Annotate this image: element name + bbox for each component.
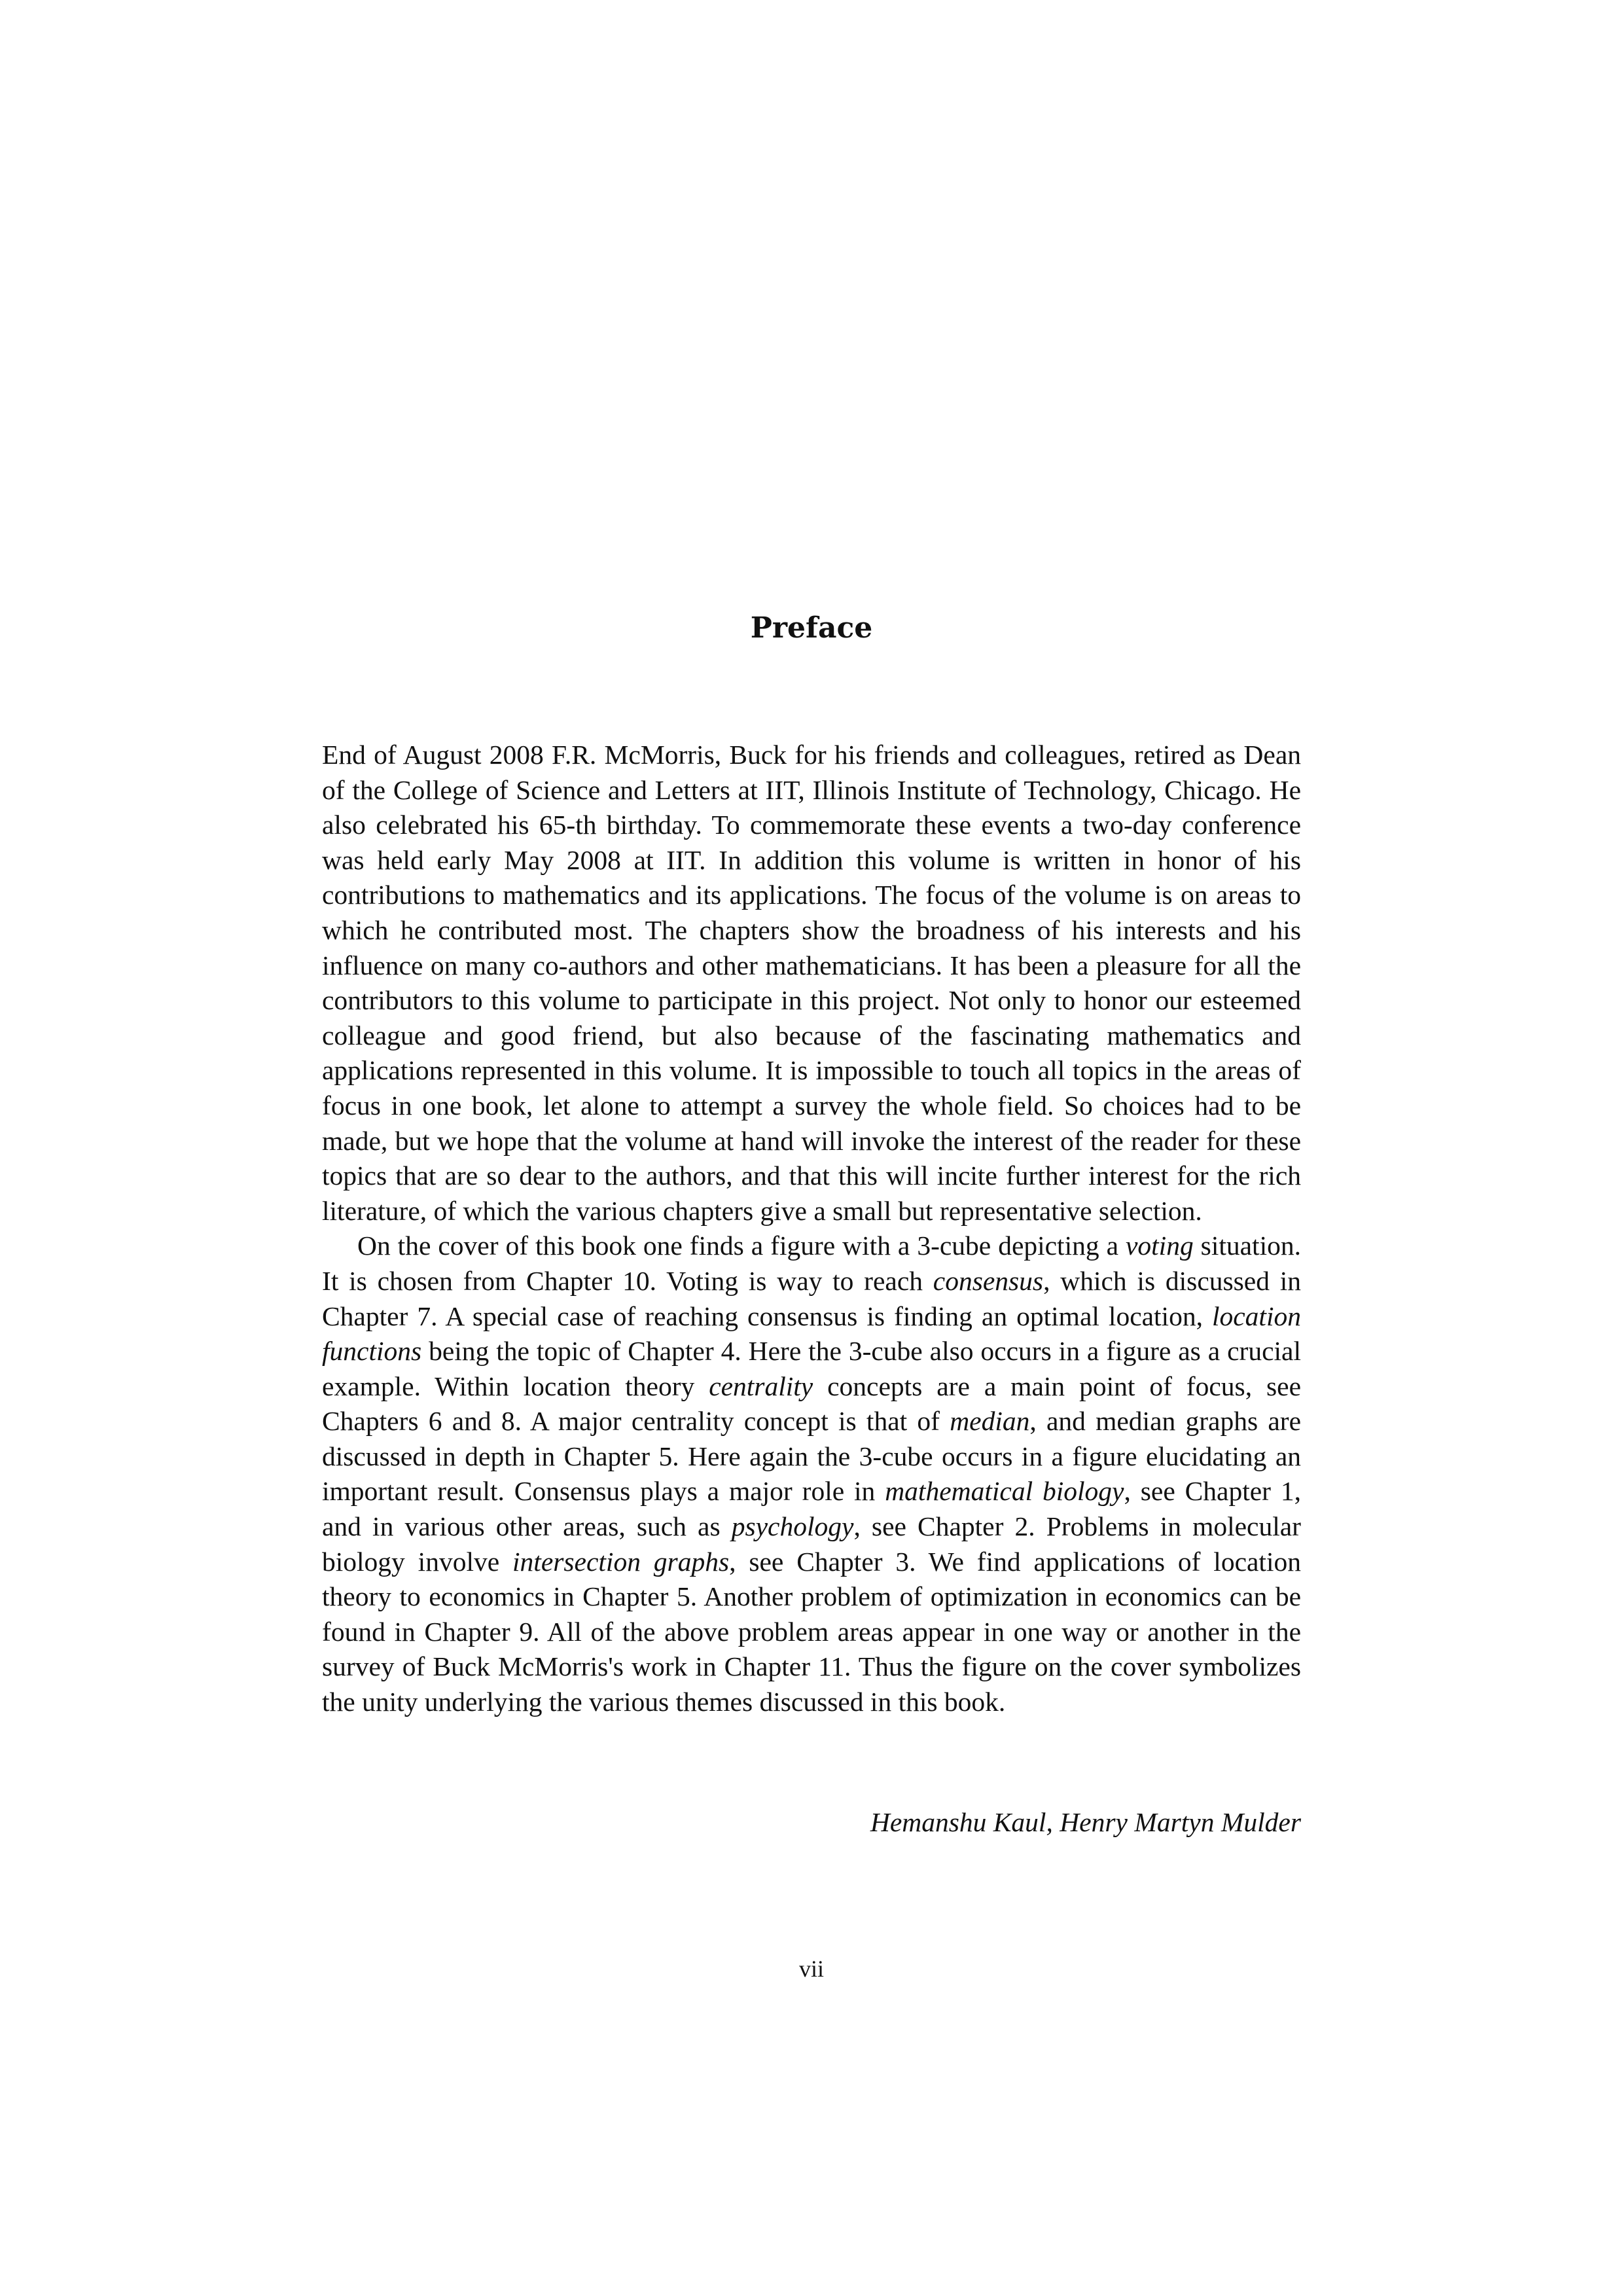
page-number: vii <box>798 1956 824 1982</box>
emphasis-intersection-graphs: intersection graphs <box>512 1546 730 1577</box>
paragraph-2-text: , see Chapter 3. We find applications of location theory to economics in Chapter 5. Another problem of optimization in economics can be found in Chapter 9. All of the above problem areas appear in one way or another in the survey of Buck McMorris's work in Chapter 11. Thus the figure on the cover symbolizes the unity underlying the various themes discussed in this book. <box>322 1546 1301 1717</box>
emphasis-voting: voting <box>1125 1230 1194 1261</box>
paragraph-2-text: , and median graphs are discussed in depth in Chapter 5. Here again the 3-cube occurs in a figure elucidating an important result. Consensus plays a major role in <box>322 1406 1301 1507</box>
paragraph-2-text: , see Chapter 1, and in various other areas, such as <box>322 1476 1302 1542</box>
paragraph-2-text: On the cover of this book one finds a figure with a 3-cube depicting a <box>357 1230 1126 1261</box>
paragraph-2-text: , which is discussed in Chapter 7. A special case of reaching consensus is finding an optimal location, <box>322 1265 1302 1331</box>
paragraph-2-text: concepts are a main point of focus, see Chapters 6 and 8. A major centrality concept is that of <box>322 1371 1301 1437</box>
preface-body <box>322 738 1301 1720</box>
paragraph-1: End of August 2008 F.R. McMorris, Buck for his friends and colleagues, retired as Dean of the College of Science and Letters at IIT, Illinois Institute of Technology, Chicago. He also celebrated his 65-th birthday. To commemorate these events a two-day conference was held early May 2008 at IIT. In addition this volume is written in honor of his contributions to mathematics and its applications. The focus of the volume is on areas to which he contributed most. The chapters show the broadness of his interests and his influence on many co-authors and other mathematicians. It has been a pleasure for all the contributors to this volume to participate in this project. Not only to honor our esteemed colleague and good friend, but also because of the fascinating mathematics and applications represented in this volume. It is impossible to touch all topics in the areas of focus in one book, let alone to attempt a survey the whole field. So choices had to be made, but we hope that the volume at hand will invoke the interest of the reader for these topics that are so dear to the authors, and that this will incite further interest for the rich literature, of which the various chapters give a small but representative selection. <box>322 740 1301 1226</box>
emphasis-location-functions: location functions <box>322 1300 1301 1367</box>
emphasis-mathematical-biology: mathematical biology <box>885 1476 1124 1507</box>
paragraph-2-text: situation. It is chosen from Chapter 10. Voting is way to reach <box>322 1230 1301 1296</box>
emphasis-median: median <box>950 1406 1030 1437</box>
paragraph-2-text: being the topic of Chapter 4. Here the 3-cube also occurs in a figure as a crucial example. Within location theory <box>322 1336 1301 1401</box>
emphasis-centrality: centrality <box>709 1371 813 1401</box>
paragraph-2 <box>322 1229 1301 1719</box>
page-title: Preface <box>750 611 873 645</box>
paragraph-2-text: , see Chapter 2. Problems in molecular biology involve <box>322 1511 1301 1577</box>
emphasis-consensus: consensus <box>933 1265 1044 1296</box>
emphasis-psychology: psychology <box>731 1511 854 1542</box>
author-signature: Hemanshu Kaul, Henry Martyn Mulder <box>870 1807 1301 1837</box>
